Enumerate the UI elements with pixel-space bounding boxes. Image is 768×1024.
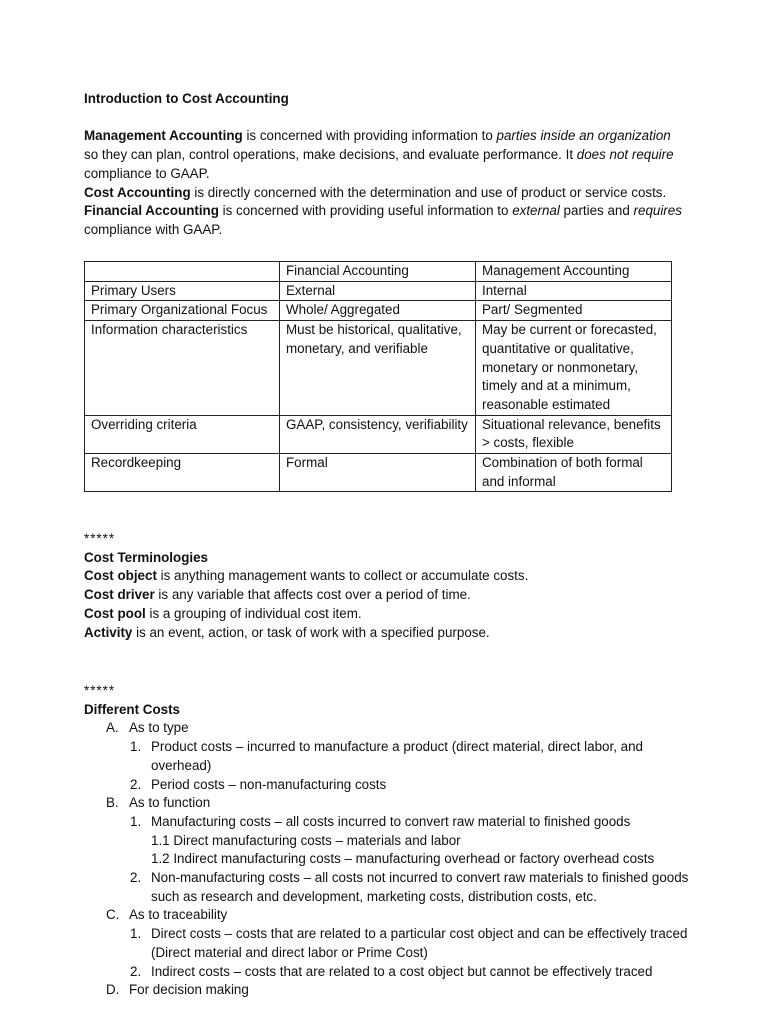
list-text: Manufacturing costs – all costs incurred to convert raw material to finished goods <box>151 813 631 829</box>
term: Cost object <box>84 568 157 584</box>
emphasis: parties inside an organization <box>496 128 671 144</box>
table-cell: Recordkeeping <box>85 454 280 492</box>
table-cell: Must be historical, qualitative, monetary, and verifiable <box>280 321 476 416</box>
list-text: Period costs – non-manufacturing costs <box>151 776 387 792</box>
table-cell: Information characteristics <box>85 321 280 416</box>
list-marker: C. <box>106 907 120 923</box>
list-item <box>84 776 704 795</box>
list-marker: 2. <box>130 776 142 792</box>
list-marker: 1. <box>130 813 142 829</box>
terminology-item <box>84 567 704 586</box>
list-item <box>84 869 704 906</box>
list-item-b <box>84 794 704 813</box>
table-cell: Internal <box>476 281 672 301</box>
header-cell <box>85 262 280 282</box>
list-item-c <box>84 906 704 925</box>
terminology-item <box>84 586 704 605</box>
list-label: As to function <box>129 795 211 811</box>
list-item <box>84 925 704 962</box>
management-accounting-definition <box>84 127 684 183</box>
list-text: Indirect costs – costs that are related to a cost object but cannot be effectively traced <box>151 963 653 979</box>
emphasis: external <box>512 203 560 219</box>
financial-accounting-definition <box>84 202 684 239</box>
definition-text: is a grouping of individual cost item. <box>145 605 362 621</box>
definition-text: is an event, action, or task of work with a specified purpose. <box>132 624 490 640</box>
term: Cost pool <box>84 605 146 621</box>
section-heading: Cost Terminologies <box>84 549 209 565</box>
list-item <box>84 813 704 832</box>
table-cell: Part/ Segmented <box>476 301 672 321</box>
page-title: Introduction to Cost Accounting <box>84 91 289 106</box>
list-item-a <box>84 719 704 738</box>
term: Management Accounting <box>84 128 243 144</box>
list-marker: D. <box>106 982 120 998</box>
table-row <box>85 301 672 321</box>
list-marker: 2. <box>130 963 142 979</box>
definition-text: so they can plan, control operations, make decisions, and evaluate performance. It <box>84 147 577 163</box>
sub-list-item: 1.1 Direct manufacturing costs – materials and labor <box>151 832 461 848</box>
list-marker: 1. <box>130 926 142 942</box>
section-heading: Different Costs <box>84 701 180 717</box>
definition-text: compliance to GAAP. <box>84 165 210 181</box>
table-cell: Overriding criteria <box>85 415 280 453</box>
term: Cost driver <box>84 587 155 603</box>
definition-text: is concerned with providing information to <box>242 128 497 144</box>
comparison-table <box>84 261 672 492</box>
definition-text: is concerned with providing useful information to <box>218 203 513 219</box>
intro-section <box>84 90 684 240</box>
terminology-item <box>84 624 704 643</box>
table-cell: Primary Users <box>85 281 280 301</box>
table-cell: May be current or forecasted, quantitative or qualitative, monetary or nonmonetary, timely and at a minimum, reasonable estimated <box>476 321 672 416</box>
header-cell: Financial Accounting <box>280 262 476 282</box>
table-header-row <box>85 262 672 282</box>
term: Cost Accounting <box>84 184 191 200</box>
table-row <box>85 454 672 492</box>
list-item <box>84 963 704 982</box>
table-cell: Situational relevance, benefits > costs, flexible <box>476 415 672 453</box>
sub-list-item: 1.2 Indirect manufacturing costs – manufacturing overhead or factory overhead costs <box>151 851 655 867</box>
emphasis: does not require <box>576 147 674 163</box>
list-label: As to type <box>129 720 189 736</box>
different-costs-section <box>84 682 704 1000</box>
table-row <box>85 281 672 301</box>
definition-text: is directly concerned with the determination and use of product or service costs. <box>190 184 667 200</box>
table-cell: Combination of both formal and informal <box>476 454 672 492</box>
term: Activity <box>84 624 133 640</box>
table-row <box>85 415 672 453</box>
list-text: Product costs – incurred to manufacture a product (direct material, direct labor, and overhead) <box>151 739 643 773</box>
table-row <box>85 321 672 416</box>
cost-terminologies-section <box>84 530 704 642</box>
definition-text: parties and <box>559 203 634 219</box>
list-label: As to traceability <box>129 907 228 923</box>
list-label: For decision making <box>129 982 249 998</box>
table-cell: GAAP, consistency, verifiability <box>280 415 476 453</box>
definition-text: compliance with GAAP. <box>84 221 223 237</box>
list-text: Direct costs – costs that are related to a particular cost object and can be effectively traced (Direct material and direct labor or Prime Cost) <box>151 926 688 960</box>
header-cell: Management Accounting <box>476 262 672 282</box>
terminology-item <box>84 605 704 624</box>
list-marker: 2. <box>130 870 142 886</box>
section-separator: ***** <box>84 531 116 546</box>
list-marker: 1. <box>130 739 142 755</box>
emphasis: requires <box>633 203 682 219</box>
spacer <box>84 109 684 128</box>
table-cell: Whole/ Aggregated <box>280 301 476 321</box>
list-item-d <box>84 981 704 1000</box>
definition-text: is any variable that affects cost over a period of time. <box>154 587 471 603</box>
table-cell: Formal <box>280 454 476 492</box>
definition-text: is anything management wants to collect or accumulate costs. <box>156 568 529 584</box>
list-item <box>84 738 704 775</box>
term: Financial Accounting <box>84 203 219 219</box>
section-separator: ***** <box>84 683 116 698</box>
list-marker: A. <box>106 720 119 736</box>
table-cell: Primary Organizational Focus <box>85 301 280 321</box>
table-cell: External <box>280 281 476 301</box>
cost-accounting-definition <box>84 184 684 203</box>
list-marker: B. <box>106 795 119 811</box>
list-text: Non-manufacturing costs – all costs not incurred to convert raw materials to finished goods such as research and development, marketing costs, distribution costs, etc. <box>151 870 689 904</box>
